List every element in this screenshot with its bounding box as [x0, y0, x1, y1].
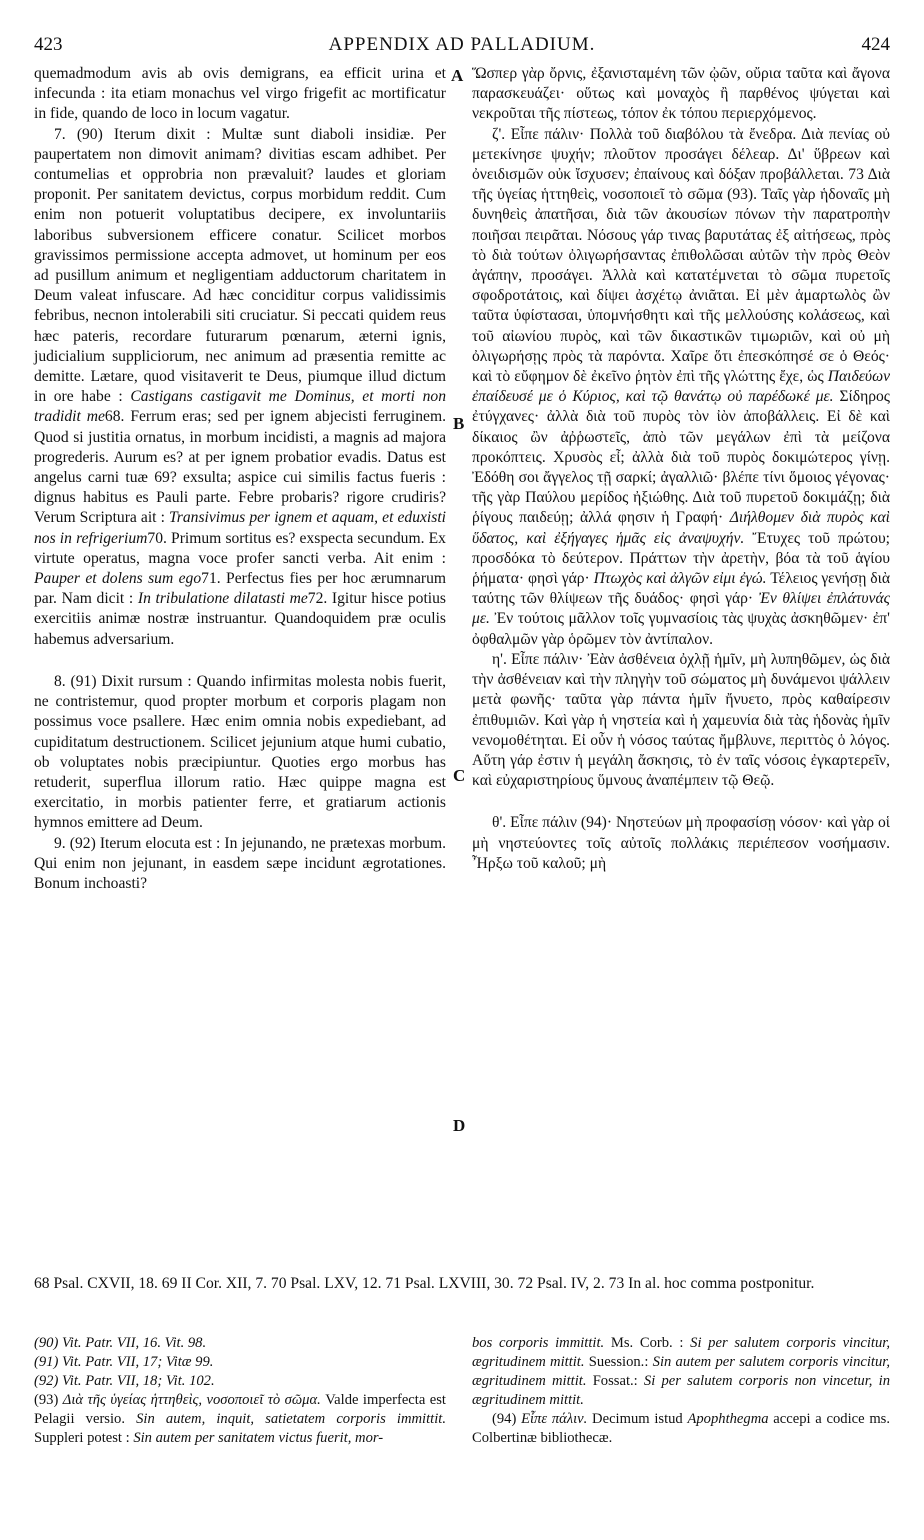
note-text: Suession.:	[584, 1354, 653, 1370]
note-93-continued	[472, 1334, 890, 1410]
latin-text: 72. Igitur hisce potius exercitiis animæ nostræ instruantur. Quandoquidem præ oculis habemus adversarium.	[34, 590, 446, 648]
latin-paragraph-1: quemadmodum avis ab ovis demigrans, ea efficit urina et infecunda : ita etiam monachus vel virgo frigefit ac mortificatur in fide, quando de loco in locum vagatur.	[34, 65, 446, 123]
page-header	[34, 34, 890, 62]
paragraph-gap	[472, 791, 890, 813]
greek-quote: Ἐν θλίψει ἐπλάτυνάς με.	[472, 590, 890, 628]
page-number-right: 424	[861, 34, 890, 55]
greek-column	[472, 64, 890, 874]
greek-quote: Διήλθομεν διὰ πυρὸς καὶ ὕδατος, καὶ ἐξήγαγες ἡμᾶς εἰς ἀναψυχήν.	[472, 509, 890, 547]
latin-paragraph-7	[34, 125, 446, 650]
latin-quote: In tribulatione dilatasti me	[137, 590, 308, 608]
note-text: Ms. Corb. :	[604, 1335, 691, 1351]
running-title: APPENDIX AD PALLADIUM.	[328, 34, 596, 55]
note-text: accepi a codice ms. Colbertinæ bibliothecæ.	[472, 1411, 891, 1446]
paragraph-gap	[34, 650, 446, 672]
latin-paragraph-8: 8. (91) Dixit rursum : Quando infirmitas molesta nobis fuerit, ne contristemur, quod propter morbum et corporis plagam non possimus voce psallere. Hæc enim omnia nobis expediebant, ad cupiditatum destructionem. Scilicet jejunium atque humi cubatio, ob voluptates nobis præcipiuntur. Quoties ergo morbus has retuderit, superflua illorum ratio. Hæc quippe magna est exercitatio, in morbis patienter ferre, et gratiarum actionis hymnos emittere ad Deum.	[34, 672, 446, 832]
notes-left	[34, 1334, 446, 1448]
note-text: Valde imperfecta est Pelagii versio.	[34, 1392, 446, 1427]
greek-text: ζ'. Εἶπε πάλιν· Πολλὰ τοῦ διαβόλου τὰ ἔνεδρα. Διὰ πενίας οὐ μετεκίνησε ψυχήν; πλοῦτον προσάγει δέλεαρ. Δι' ὕβρεων καὶ ὀνειδισμῶν οὐκ ἴσχυσεν; ἐπαίνους καὶ δόξαν προβάλλεται. 73 Διὰ τῆς ὑγείας ἡττηθεὶς, νοσοποιεῖ τὸ σῶμα (93). Ταῖς γὰρ ἡδοναῖς μὴ δυνηθεὶς ἀπατῆσαι, διὰ τῶν ἀκουσίων πόνων τὴν παρατροπὴν ποιῆσαι πειρᾶται. Νόσους γάρ τινας βαρυτάτας ἐξ αἰτήσεως, πρὸς τὸ διὰ τούτων ὀλιγωρήσαντας ἐπιθολῶσαι αὐτῶν τὴν πρὸς Θεὸν ἀγάπην, προσάγει. Ἀλλὰ καὶ κατατέμνεται τὸ σῶμα πυρετοῖς σφοδροτάτοις, καὶ δίψει ἀσχέτῳ ἀνιᾶται. Εἰ μὲν ἁμαρτωλὸς ὢν ταῦτα ὑφίστασαι, ὑπομνήσθητι καὶ τῆς μελλούσης κολάσεως, καὶ τοῦ αἰωνίου πυρὸς, καὶ τῶν δικαστικῶν τιμωριῶν, καὶ οὐ μὴ ὀλιγωρήσῃς πρὸς τὰ παρόντα. Χαῖρε ὅτι ἐπεσκόπησέ σε ὁ Θεός· καὶ τὸ εὔφημον δὲ ἐκεῖνο ῥητὸν ἐπὶ τῆς γλώττης ἔχε, ὡς	[472, 125, 890, 386]
note-text: Fossat.:	[586, 1373, 644, 1389]
note-text: Suppleri potest :	[34, 1430, 134, 1446]
greek-quote: Παιδεύων ἐπαίδευσέ με ὁ Κύριος, καὶ τῷ θανάτῳ οὐ παρέδωκέ με.	[472, 368, 890, 406]
note-quote: Sin autem per sanitatem victus fuerit, mor-	[133, 1430, 384, 1446]
note-quote: Sin autem, inquit, satietatem corporis immittit.	[136, 1411, 446, 1427]
note-text: (91) Vit. Patr. VII, 17; Vitæ 99.	[34, 1354, 214, 1370]
margin-letter-c: C	[453, 766, 466, 785]
greek-text: Ἐν τούτοις μᾶλλον τοῖς γυμνασίοις τὰς ψυχὰς ἀσκηθῶμεν· ἐπ' ὀφθαλμῶν γὰρ ὁρῶμεν τὸν ἀντίπαλον.	[472, 610, 890, 648]
greek-paragraph-9: θ'. Εἶπε πάλιν (94)· Νηστεύων μὴ προφασίσῃ νόσον· καὶ γὰρ οἱ μὴ νηστεύοντες τοῖς αὐτοῖς πολλάκις περιέπεσον νοσήμασιν. Ἦρξω τοῦ καλοῦ; μὴ	[472, 814, 890, 872]
note-94	[472, 1410, 890, 1448]
margin-letter-b: B	[453, 414, 465, 433]
margin-letter-d: D	[453, 1116, 466, 1135]
note-greek: Εἶπε πάλιν.	[521, 1411, 588, 1427]
latin-quote: Pauper et dolens sum ego	[34, 570, 202, 588]
note-text: (92) Vit. Patr. VII, 18; Vit. 102.	[34, 1373, 215, 1389]
greek-text: Ἔτυχες τοῦ πρώτου; προσδόκα τὸ δεύτερον. Πράττων τὴν ἀρετὴν, βόα τὰ τοῦ ἁγίου ῥήματα· φησὶ γάρ·	[472, 529, 890, 588]
margin-letter-a: A	[451, 66, 464, 85]
latin-text: 71. Perfectus fies per hoc ærumnarum par. Nam dicit :	[34, 570, 447, 608]
latin-text: 7. (90) Iterum dixit : Multæ sunt diaboli insidiæ. Per paupertatem non dimovit animam? divitias escam adhibet. Per contumelias et opprobria non prævaluit? laudes et gloriam proponit. Per sanitatem devictus, corpus morbidum reddit. Cum enim non potuerit voluptatibus decipere, ex involuntariis laboribus subversionem efficere conatur. Scilicet morbos gravissimos permissione accepta admovet, ut hominum per eos ad pusillum animum et negligentiam adductorum charitatem in Deum valeat infuscare. Ad hæc conciditur corpus validissimis febribus, necnon intolerabili siti cruciatur. Si peccati quidem reus hæc pateris, recordare futurarum pœnarum, æterni ignis, judicialium suppliciorum, nec animum ad præsentia remitte ac demitte. Lætare, quod visitaverit te Deus, piumque illud dictum in ore habe :	[34, 125, 446, 406]
greek-paragraph-8: η'. Εἶπε πάλιν· Ἐὰν ἀσθένεια ὀχλῇ ἡμῖν, μὴ λυπηθῶμεν, ὡς διὰ τὴν ἀσθένειαν καὶ τὴν πληγὴν τοῦ σώματος μὴ δυνάμενοι ψάλλειν μετὰ φωνῆς· ταῦτα γὰρ πάντα ἡμῖν ἤνυετο, πρὸς καθαίρεσιν ἐπιθυμιῶν. Καὶ γὰρ ἡ νηστεία καὶ ἡ χαμευνία διὰ τὰς ἡδονὰς ἡμῖν νενομοθέτηται. Εἰ οὖν ἡ νόσος ταύτας ἤμβλυνε, περιττὸς ὁ λόγος. Αὕτη γάρ ἐστιν ἡ μεγάλη ἄσκησις, τὸ ἐν ταῖς νόσοις ἐγκαρτερεῖν, καὶ εὐχαριστηρίους ὕμνους ἀναπέμπειν τῷ Θεῷ.	[472, 650, 890, 790]
greek-quote: Πτωχὸς καὶ ἀλγῶν εἰμι ἐγώ.	[593, 570, 767, 588]
latin-text: 70. Primum sortitus es? exspecta secundum. Ex virtute operatus, magna voce profer sancti verba. Ait enim :	[34, 529, 446, 567]
note-text: Decimum istud	[587, 1411, 688, 1427]
latin-quote: Castigans castigavit me Dominus, et morti non tradidit me	[34, 388, 446, 426]
note-quote: Si per salutem corporis vincitur, ægritudinem mittit.	[472, 1335, 890, 1370]
note-92	[34, 1372, 446, 1391]
greek-text: Σίδηρος ἐτύγχανες· ἀλλὰ διὰ τοῦ πυρὸς τὸν ἰὸν ἀποβάλλεις. Εἰ δὲ καὶ δίκαιος ὢν ἀῤῥωστεῖς, ἀπὸ τῶν μεγάλων ἐπὶ τὰ μείζονα προκόπτεις. Χρυσὸς εἶ; ἀλλὰ διὰ τοῦ πυρὸς δοκιμώτερος γίνῃ. Ἐδόθη σοι ἄγγελος τῇ σαρκί; ἀγαλλιῶ· βλέπε τίνι ὅμοιος γέγονας· τῆς γὰρ Παύλου μερίδος ἠξιώθης. Διὰ τοῦ πυρετοῦ δοκιμάζῃ; διὰ ῥίγους παιδεύῃ; ἀλλά φησιν ἡ Γραφή·	[472, 388, 890, 527]
latin-column	[34, 64, 446, 894]
greek-paragraph-7	[472, 125, 890, 650]
note-91	[34, 1353, 446, 1372]
note-quote: Sin autem per salutem corporis vincitur, ægritudinem mittit.	[472, 1354, 890, 1389]
note-text: (90) Vit. Patr. VII, 16. Vit. 98.	[34, 1335, 207, 1351]
note-greek: Διὰ τῆς ὑγείας ἡττηθεὶς, νοσοποιεῖ τὸ σῶμα.	[62, 1392, 321, 1408]
notes-right	[472, 1334, 890, 1448]
latin-paragraph-9: 9. (92) Iterum elocuta est : In jejunando, ne prætexas morbum. Qui enim non jejunant, in easdem sæpe incidunt ægrotationes. Bonum inchoasti?	[34, 834, 446, 892]
note-90	[34, 1334, 446, 1353]
note-text: (94)	[492, 1411, 522, 1427]
latin-text: 68. Ferrum eras; sed per ignem abjecisti ferruginem. Quod si justitia ornatus, in morbum incidisti, a magnis ad majora progrederis. Aurum es? at per ignem probatior evadis. Datus est angelus carni tuæ 69? exsulta; aspice cui similis factus fueris : dignus habitus es Pauli parte. Febre probaris? rigore crudiris? Verum Scriptura ait :	[34, 408, 446, 527]
note-text: (93)	[34, 1392, 63, 1408]
note-quote: Apophthegma	[687, 1411, 769, 1427]
greek-text: Τέλειος γενήσῃ διὰ ταύτης τῶν θλίψεων τῆς δυάδος· φησὶ γάρ·	[472, 570, 891, 608]
page-number-left: 423	[34, 34, 63, 55]
note-quote: Si per salutem corporis non vincetur, in ægritudinem mittit.	[472, 1373, 890, 1408]
greek-paragraph-1: Ὥσπερ γὰρ ὄρνις, ἐξανισταμένη τῶν ᾠῶν, οὔρια ταῦτα καὶ ἄγονα παρασκευάζει· οὕτως καὶ μοναχὸς ἢ παρθένος ψύγεται καὶ νεκροῦται τῆς πίστεως, τόπον ἐκ τόπου περιερχόμενος.	[472, 65, 890, 123]
note-93	[34, 1391, 446, 1448]
scripture-footnotes: 68 Psal. CXVII, 18. 69 II Cor. XII, 7. 70 Psal. LXV, 12. 71 Psal. LXVIII, 30. 72 Psal. IV, 2. 73 In al. hoc comma postponitur.	[34, 1275, 815, 1292]
latin-quote: Transivimus per ignem et aquam, et eduxisti nos in refrigerium	[34, 509, 446, 547]
note-quote: bos corporis immittit.	[472, 1335, 605, 1351]
